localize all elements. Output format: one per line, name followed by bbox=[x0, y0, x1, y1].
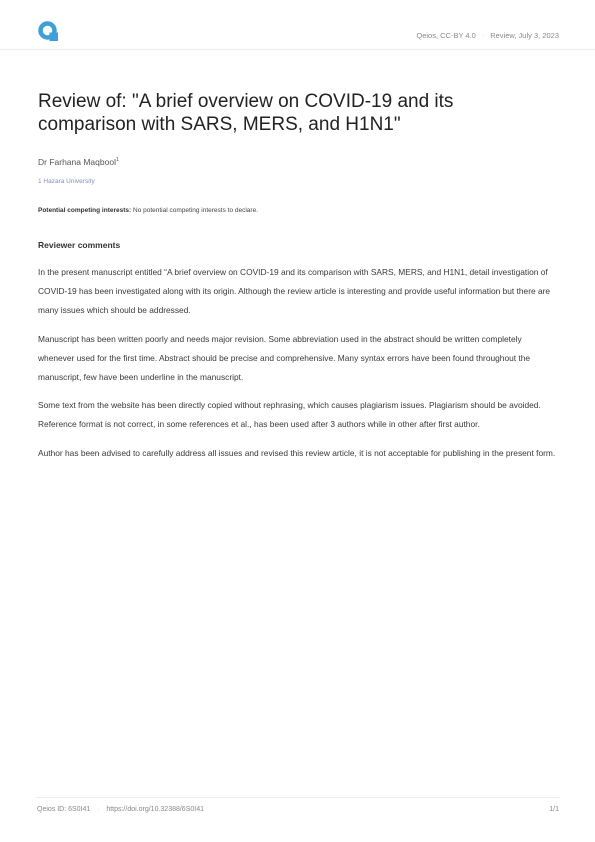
competing-interests-value: No potential competing interests to declare. bbox=[131, 207, 259, 214]
footer-divider bbox=[36, 797, 559, 798]
review-date: Review, July 3, 2023 bbox=[490, 31, 559, 40]
body-paragraph: Some text from the website has been directly copied without rephrasing, which causes plagiarism issues. Plagiarism should be avoided. Reference format is not correct, in some references et al., has been used after 3 authors while in other after first author. bbox=[38, 400, 541, 429]
competing-interests-label: Potential competing interests: bbox=[38, 207, 132, 214]
header-separator: · bbox=[481, 32, 485, 39]
doi-link[interactable]: https://doi.org/10.32388/6S0I41 bbox=[106, 806, 204, 813]
footer-separator: · bbox=[97, 806, 100, 813]
license-text: Qeios, CC-BY 4.0 bbox=[416, 31, 476, 40]
body-paragraph: Author has been advised to carefully address all issues and revised this review article, it is not acceptable for publishing in the present form. bbox=[38, 447, 556, 458]
qeios-logo-icon[interactable] bbox=[37, 20, 59, 42]
author-affiliation-ref: 1 bbox=[115, 157, 120, 164]
competing-interests bbox=[38, 207, 258, 214]
review-body bbox=[38, 263, 560, 472]
author-name[interactable] bbox=[38, 157, 119, 167]
qeios-id: Qeios ID: 6S0I41 bbox=[37, 806, 91, 813]
header-meta bbox=[416, 31, 559, 40]
header-divider bbox=[0, 49, 595, 50]
page-footer bbox=[37, 806, 559, 813]
section-heading: Reviewer comments bbox=[38, 240, 121, 250]
article-title: Review of: "A brief overview on COVID-19 and its comparison with SARS, MERS, and H1N1" bbox=[38, 91, 454, 135]
page-number: 1/1 bbox=[549, 806, 559, 813]
body-paragraph: Manuscript has been written poorly and needs major revision. Some abbreviation used in the abstract should be written completely whenever used for the first time. Abstract should be precise and comprehensive. Many syntax errors have been found throughout the manuscript, few have been underline in the manuscript. bbox=[38, 333, 531, 382]
affiliation: 1 Hazara University bbox=[38, 178, 95, 185]
author-name-text: Dr Farhana Maqbool bbox=[38, 157, 116, 167]
body-paragraph: In the present manuscript entitled “A brief overview on COVID-19 and its comparison with SARS, MERS, and H1N1, detail investigation of COVID-19 has been investigated along with its origin. Although the review article is interesting and provide useful information but there are many issues which should be addressed. bbox=[38, 267, 551, 315]
